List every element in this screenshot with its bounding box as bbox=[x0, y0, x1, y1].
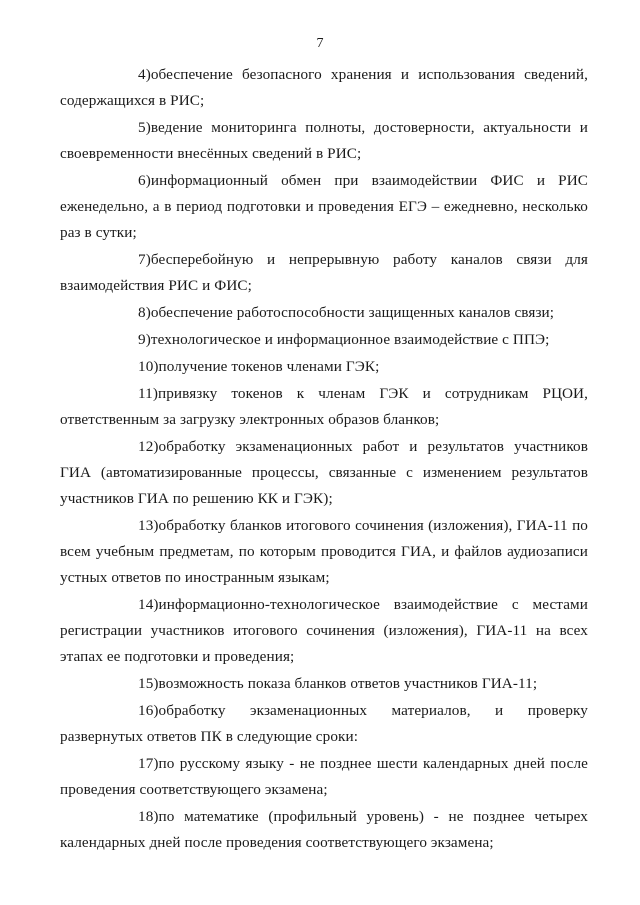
document-body bbox=[60, 62, 588, 857]
item-text: привязку токенов к членам ГЭК и сотрудникам РЦОИ, ответственным за загрузку электронных образов бланков; bbox=[60, 385, 588, 428]
item-text: ведение мониторинга полноты, достоверности, актуальности и своевременности внесённых сведений в РИС; bbox=[60, 119, 588, 162]
list-item bbox=[60, 247, 588, 299]
item-text: технологическое и информационное взаимодействие с ППЭ; bbox=[150, 331, 550, 348]
list-item bbox=[60, 592, 588, 670]
item-text: информационно-технологическое взаимодействие с местами регистрации участников итогового сочинения (изложения), ГИА-11 на всех этапах ее подготовки и проведения; bbox=[60, 596, 588, 665]
item-number: 4) bbox=[138, 66, 151, 83]
item-number: 10) bbox=[138, 358, 159, 375]
item-number: 14) bbox=[138, 596, 159, 613]
item-number: 13) bbox=[138, 517, 159, 534]
item-text: по русскому языку - не позднее шести календарных дней после проведения соответствующего экзамена; bbox=[60, 755, 588, 798]
item-number: 7) bbox=[138, 251, 151, 268]
list-item bbox=[60, 168, 588, 246]
item-number: 17) bbox=[138, 755, 159, 772]
list-item bbox=[60, 327, 588, 353]
list-item bbox=[60, 62, 588, 114]
item-number: 15) bbox=[138, 675, 159, 692]
item-number: 9) bbox=[138, 331, 151, 348]
item-text: обеспечение безопасного хранения и использования сведений, содержащихся в РИС; bbox=[60, 66, 588, 109]
list-item bbox=[60, 698, 588, 750]
item-number: 8) bbox=[138, 304, 151, 321]
item-number: 6) bbox=[138, 172, 151, 189]
item-text: обработку бланков итогового сочинения (изложения), ГИА-11 по всем учебным предметам, по которым проводится ГИА, и файлов аудиозаписи устных ответов по иностранным языкам; bbox=[60, 517, 588, 586]
item-text: возможность показа бланков ответов участников ГИА-11; bbox=[158, 675, 538, 692]
item-text: обработку экзаменационных материалов, и проверку развернутых ответов ПК в следующие сроки: bbox=[60, 702, 588, 745]
list-item bbox=[60, 300, 588, 326]
item-number: 5) bbox=[138, 119, 151, 136]
item-text: бесперебойную и непрерывную работу каналов связи для взаимодействия РИС и ФИС; bbox=[60, 251, 588, 294]
item-text: по математике (профильный уровень) - не позднее четырех календарных дней после проведения соответствующего экзамена; bbox=[60, 808, 588, 851]
item-number: 16) bbox=[138, 702, 159, 719]
item-text: информационный обмен при взаимодействии ФИС и РИС еженедельно, а в период подготовки и проведения ЕГЭ – ежедневно, несколько раз в сутки; bbox=[60, 172, 588, 241]
item-text: получение токенов членами ГЭК; bbox=[158, 358, 380, 375]
list-item bbox=[60, 671, 588, 697]
list-item bbox=[60, 513, 588, 591]
list-item bbox=[60, 434, 588, 512]
page-number: 7 bbox=[316, 36, 324, 51]
item-text: обработку экзаменационных работ и результатов участников ГИА (автоматизированные процессы, связанные с изменением результатов участников ГИА по решению КК и ГЭК); bbox=[60, 438, 588, 507]
item-number: 11) bbox=[138, 385, 158, 402]
list-item bbox=[60, 751, 588, 803]
list-item bbox=[60, 115, 588, 167]
item-text: обеспечение работоспособности защищенных каналов связи; bbox=[150, 304, 555, 321]
item-number: 18) bbox=[138, 808, 159, 825]
list-item bbox=[60, 804, 588, 856]
list-item bbox=[60, 381, 588, 433]
item-number: 12) bbox=[138, 438, 159, 455]
list-item bbox=[60, 354, 588, 380]
